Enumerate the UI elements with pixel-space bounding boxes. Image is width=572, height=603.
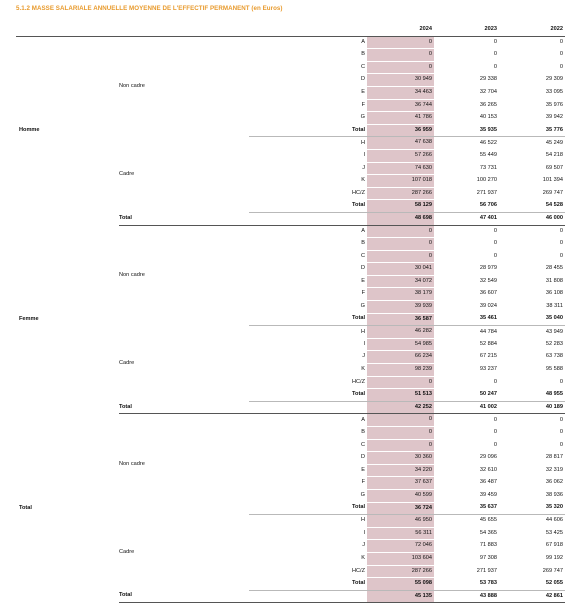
category-label: A [361, 416, 365, 423]
category-label: K [361, 554, 365, 561]
group-total-value: 40 189 [499, 401, 565, 414]
value-cell: 47 638 [367, 137, 434, 150]
value-cell: 99 192 [545, 554, 563, 561]
value-cell: 0 [493, 416, 497, 423]
salary-table [16, 24, 565, 603]
value-cell: 271 937 [476, 567, 497, 574]
value-cell: 29 338 [479, 76, 497, 83]
value-cell: 0 [367, 439, 434, 452]
value-cell: 35 461 [434, 313, 499, 326]
header-row [16, 24, 565, 36]
table-body [16, 36, 565, 603]
value-cell: 36 607 [479, 290, 497, 297]
value-cell: 39 939 [367, 301, 434, 314]
value-cell: 271 937 [476, 189, 497, 196]
value-cell: 0 [493, 252, 497, 259]
value-cell: 107 018 [367, 175, 434, 188]
value-cell: 55 449 [479, 151, 497, 158]
value-cell: 29 096 [479, 454, 497, 461]
value-cell: 63 738 [545, 353, 563, 360]
category-label: F [361, 101, 365, 108]
value-cell: 53 425 [545, 529, 563, 536]
group-total-value: 42 861 [499, 590, 565, 603]
value-cell: 37 637 [367, 477, 434, 490]
value-cell: 0 [367, 225, 434, 238]
category-label: B [361, 240, 365, 247]
value-cell: 56 311 [367, 527, 434, 540]
value-cell: 100 270 [476, 177, 497, 184]
value-cell: 35 976 [545, 101, 563, 108]
value-cell: 54 365 [479, 529, 497, 536]
value-cell: 39 024 [479, 303, 497, 310]
value-cell: 0 [367, 376, 434, 389]
category-label: K [361, 366, 365, 373]
value-cell: 54 985 [367, 338, 434, 351]
value-cell: 36 062 [545, 479, 563, 486]
value-cell: 29 309 [545, 76, 563, 83]
value-cell: 57 266 [367, 149, 434, 162]
category-label: G [360, 303, 365, 310]
category-label: G [360, 114, 365, 121]
value-cell: 36 724 [367, 502, 434, 515]
value-cell: 101 394 [542, 177, 563, 184]
value-cell: 40 153 [479, 114, 497, 121]
value-cell: 34 220 [367, 464, 434, 477]
value-cell: 30 360 [367, 452, 434, 465]
group-label: Total [19, 504, 32, 511]
value-cell: 0 [493, 378, 497, 385]
value-cell: 44 784 [479, 328, 497, 335]
header-2024: 2024 [367, 24, 434, 36]
category-label: E [361, 88, 365, 95]
group-total-value: 41 002 [434, 401, 499, 414]
category-label: Total [249, 313, 367, 326]
value-cell: 36 587 [367, 313, 434, 326]
subgroup-label: Cadre [119, 548, 135, 555]
category-label: B [361, 429, 365, 435]
value-cell: 48 955 [499, 389, 565, 402]
value-cell: 32 704 [479, 88, 497, 95]
value-cell: 39 459 [479, 491, 497, 498]
value-cell: 28 817 [545, 454, 563, 461]
category-label: HC/Z [351, 378, 365, 385]
value-cell: 28 979 [479, 265, 497, 272]
value-cell: 33 095 [545, 88, 563, 95]
value-cell: 46 282 [367, 326, 434, 339]
category-label: B [361, 51, 365, 58]
value-cell: 36 265 [479, 101, 497, 108]
category-label: K [361, 177, 365, 184]
value-cell: 0 [367, 61, 434, 74]
value-cell: 69 507 [545, 164, 563, 171]
value-cell: 32 610 [479, 466, 497, 473]
value-cell: 67 918 [545, 542, 563, 549]
value-cell: 41 786 [367, 112, 434, 125]
value-cell: 0 [559, 63, 563, 70]
value-cell: 38 179 [367, 288, 434, 301]
value-cell: 30 041 [367, 263, 434, 276]
table-row [16, 36, 565, 49]
category-label: Total [249, 502, 367, 515]
value-cell: 74 630 [367, 162, 434, 175]
table-title: 5.1.2 MASSE SALARIALE ANNUELLE MOYENNE DE L'EFFECTIF PERMANENT (en Euros) [16, 5, 283, 12]
category-label: F [361, 290, 365, 297]
category-label: D [360, 454, 365, 461]
value-cell: 66 234 [367, 351, 434, 364]
value-cell: 0 [367, 49, 434, 62]
value-cell: 0 [559, 441, 563, 448]
value-cell: 269 747 [542, 189, 563, 196]
value-cell: 35 320 [499, 502, 565, 515]
value-cell: 36 108 [545, 290, 563, 297]
value-cell: 71 883 [479, 542, 497, 549]
value-cell: 36 959 [367, 124, 434, 137]
category-label: HC/Z [351, 567, 365, 574]
category-label: A [361, 38, 365, 45]
category-label: G [360, 491, 365, 498]
value-cell: 35 040 [499, 313, 565, 326]
value-cell: 52 283 [545, 340, 563, 347]
category-label: Total [249, 124, 367, 137]
value-cell: 45 249 [545, 139, 563, 146]
value-cell: 39 942 [545, 114, 563, 121]
group-total-value: 48 698 [367, 212, 434, 225]
value-cell: 0 [367, 250, 434, 263]
value-cell: 103 604 [367, 552, 434, 565]
value-cell: 0 [559, 252, 563, 259]
value-cell: 45 655 [479, 517, 497, 524]
category-label: H [360, 139, 365, 146]
group-total-label: Total [119, 590, 249, 603]
value-cell: 34 463 [367, 86, 434, 99]
category-label: I [363, 529, 365, 536]
value-cell: 44 606 [545, 517, 563, 524]
value-cell: 98 239 [367, 364, 434, 377]
value-cell: 36 487 [479, 479, 497, 486]
value-cell: 93 237 [479, 366, 497, 373]
table-row [16, 225, 565, 238]
value-cell: 31 808 [545, 277, 563, 284]
value-cell: 43 949 [545, 328, 563, 335]
category-label: E [361, 466, 365, 473]
category-label: F [361, 479, 365, 486]
category-label: J [362, 164, 365, 171]
value-cell: 32 319 [545, 466, 563, 473]
value-cell: 0 [493, 441, 497, 448]
value-cell: 73 731 [479, 164, 497, 171]
value-cell: 67 215 [479, 353, 497, 360]
category-label: H [360, 328, 365, 335]
value-cell: 0 [493, 429, 497, 435]
value-cell: 0 [493, 38, 497, 45]
category-label: Total [249, 200, 367, 213]
header-2023: 2023 [434, 24, 499, 36]
category-label: J [362, 542, 365, 549]
value-cell: 36 744 [367, 99, 434, 112]
value-cell: 38 311 [546, 303, 563, 310]
value-cell: 97 308 [479, 554, 497, 561]
subgroup-label: Non cadre [119, 82, 145, 89]
category-label: D [360, 76, 365, 83]
value-cell: 32 549 [479, 277, 497, 284]
group-total-value: 47 401 [434, 212, 499, 225]
value-cell: 54 528 [499, 200, 565, 213]
category-label: J [362, 353, 365, 360]
category-label: C [360, 441, 365, 448]
category-label: I [363, 151, 365, 158]
value-cell: 269 747 [542, 567, 563, 574]
value-cell: 95 588 [545, 366, 563, 373]
category-label: HC/Z [351, 189, 365, 196]
value-cell: 52 884 [479, 340, 497, 347]
value-cell: 0 [493, 63, 497, 70]
value-cell: 34 072 [367, 275, 434, 288]
group-total-label: Total [119, 212, 249, 225]
group-total-value: 42 252 [367, 401, 434, 414]
value-cell: 0 [493, 51, 497, 58]
value-cell: 46 950 [367, 515, 434, 528]
category-label: C [360, 252, 365, 259]
category-label: E [361, 277, 365, 284]
value-cell: 51 513 [367, 389, 434, 402]
value-cell: 55 098 [367, 578, 434, 591]
value-cell: 0 [493, 227, 497, 234]
value-cell: 35 776 [499, 124, 565, 137]
subgroup-label: Non cadre [119, 271, 145, 278]
header-2022: 2022 [499, 24, 565, 36]
value-cell: 56 706 [434, 200, 499, 213]
value-cell: 0 [559, 378, 563, 385]
value-cell: 46 522 [479, 139, 497, 146]
table-row [16, 414, 565, 427]
value-cell: 52 055 [499, 578, 565, 591]
category-label: D [360, 265, 365, 272]
value-cell: 0 [559, 51, 563, 58]
group-label: Femme [19, 315, 39, 322]
value-cell: 72 046 [367, 540, 434, 553]
group-total-value: 46 000 [499, 212, 565, 225]
value-cell: 28 455 [545, 265, 563, 272]
value-cell: 40 599 [367, 489, 434, 502]
value-cell: 287 266 [367, 565, 434, 578]
subgroup-label: Non cadre [119, 460, 145, 467]
category-label: Total [249, 389, 367, 402]
value-cell: 53 783 [434, 578, 499, 591]
value-cell: 0 [559, 416, 563, 423]
value-cell: 58 129 [367, 200, 434, 213]
group-total-value: 45 135 [367, 590, 434, 603]
value-cell: 54 218 [545, 151, 563, 158]
value-cell: 0 [367, 238, 434, 251]
subgroup-label: Cadre [119, 359, 135, 366]
value-cell: 0 [559, 227, 563, 234]
value-cell: 0 [559, 240, 563, 247]
group-label: Homme [19, 127, 40, 133]
category-label: C [360, 63, 365, 70]
value-cell: 50 247 [434, 389, 499, 402]
value-cell: 0 [367, 414, 434, 427]
value-cell: 38 936 [545, 491, 563, 498]
value-cell: 0 [559, 429, 563, 435]
value-cell: 0 [493, 240, 497, 247]
category-label: A [361, 227, 365, 234]
value-cell: 35 637 [434, 502, 499, 515]
group-total-label: Total [119, 401, 249, 414]
value-cell: 30 949 [367, 74, 434, 87]
group-total-value: 43 888 [434, 590, 499, 603]
value-cell: 0 [367, 36, 434, 49]
value-cell: 35 935 [434, 124, 499, 137]
category-label: Total [249, 578, 367, 591]
subgroup-label: Cadre [119, 170, 135, 177]
value-cell: 0 [559, 38, 563, 45]
category-label: H [360, 517, 365, 524]
value-cell: 287 266 [367, 187, 434, 200]
value-cell: 0 [367, 427, 434, 440]
category-label: I [363, 340, 365, 347]
